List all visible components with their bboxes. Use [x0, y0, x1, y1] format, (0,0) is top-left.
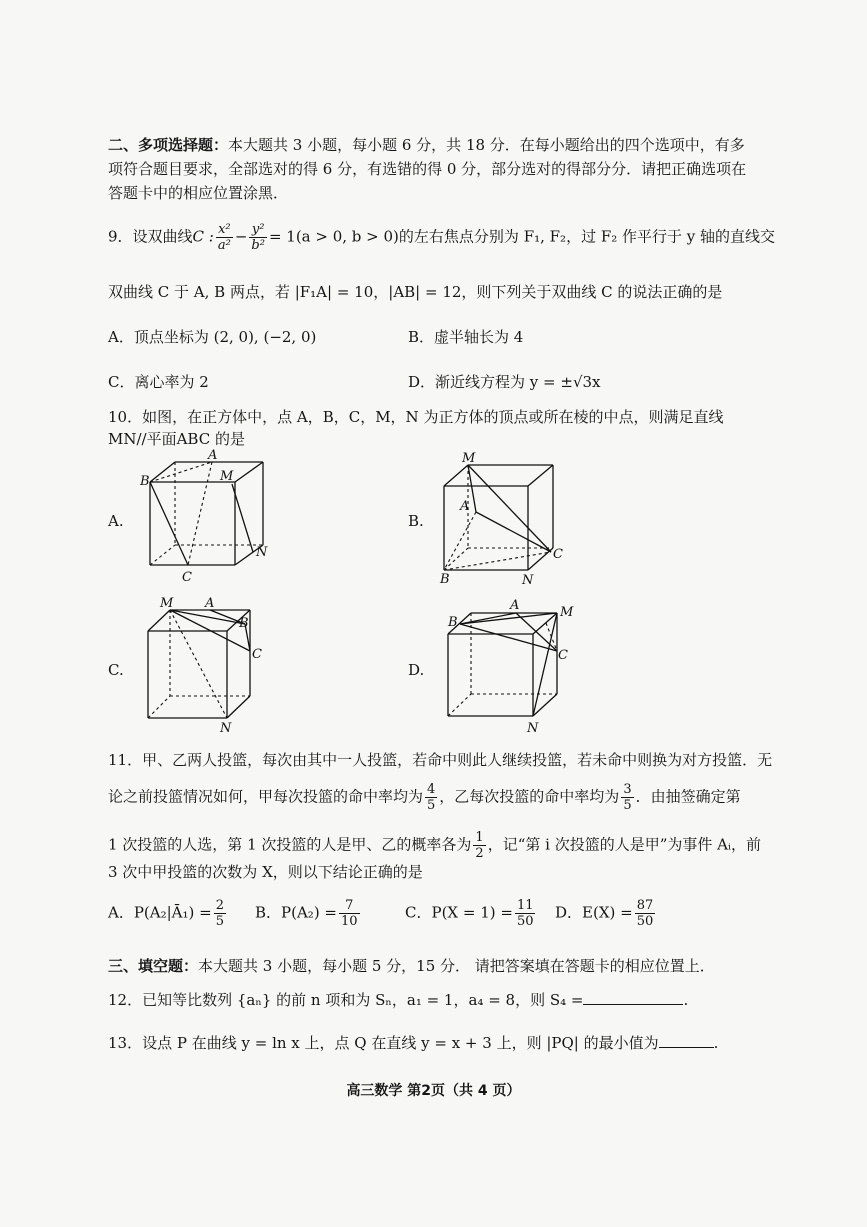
q10-label-c: C. — [108, 661, 124, 679]
q9-option-c: C．离心率为 2 — [108, 373, 209, 391]
q10-label-b: B. — [408, 512, 424, 530]
section2-intro-text: 本大题共 3 小题，每小题 6 分，共 18 分．在每小题给出的四个选项中，有多项符合题目要求，全部选对的得 6 分，有选错的得 0 分，部分选对的得部分分．请把正确选项在答题卡中的相应位置涂黑． — [108, 136, 747, 202]
q11-option-c: C．P(X = 1) = $\frac{11}{50}$ — [405, 898, 534, 929]
section2-heading: 二、多项选择题： — [108, 136, 229, 154]
fig-c-label-n: N — [220, 721, 232, 736]
q11-line3 — [108, 830, 761, 861]
q11-frac-1-2: $\frac{1}{2}$ — [475, 830, 484, 861]
q11-line3b: ，记“第 i 次投篮的人是甲”为事件 Aᵢ，前 — [487, 835, 761, 854]
q9-option-b: B．虚半轴长为 4 — [408, 328, 524, 346]
section3-intro-text: 本大题共 3 小题，每小题 5 分，15 分． 请把答案填在答题卡的相应位置上． — [198, 957, 715, 975]
fig-d-label-b: B — [448, 615, 458, 630]
q11-option-a: A．P(A₂|Ā₁) = $\frac{2}{5}$ — [108, 898, 224, 929]
q10-stem: 10．如图，在正方体中，点 A，B，C，M，N 为正方体的顶点或所在棱的中点，则满足直线 MN//平面ABC 的是 — [108, 408, 724, 448]
q11-option-b: B．P(A₂) = $\frac{7}{10}$ — [255, 898, 358, 929]
q9-frac-y: $\frac{\text{y²}}{\text{b²}}$ — [251, 222, 265, 253]
q12: 12．已知等比数列 {aₙ} 的前 n 项和为 Sₙ，a₁ = 1，a₄ = 8，则 S₄ = . — [108, 991, 689, 1009]
fig-b-label-a: A — [460, 499, 470, 514]
q11-line2 — [108, 782, 741, 813]
fig-d-label-a: A — [510, 598, 520, 613]
q13: 13．设点 P 在曲线 y = ln x 上，点 Q 在直线 y = x + 3 上，则 |PQ| 的最小值为 . — [108, 1034, 719, 1052]
section3-intro — [108, 956, 715, 976]
fig-d-label-m: M — [560, 605, 574, 620]
fig-b-label-m: M — [462, 451, 476, 466]
q10-figure-a — [140, 450, 280, 585]
fig-a-label-b: B — [140, 474, 150, 489]
fig-a-label-a: A — [208, 448, 218, 463]
fig-c-label-b: B — [239, 616, 249, 631]
fig-a-label-n: N — [256, 545, 268, 560]
q9-eq-rhs: = 1(a > 0, b > 0) — [268, 227, 399, 246]
q11-line3a: 1 次投篮的人选，第 1 次投篮的人是甲、乙的概率各为 — [108, 835, 472, 854]
q9-frac-x: $\frac{\text{x²}}{\text{a²}}$ — [217, 222, 231, 253]
q9-stem-a: 9．设双曲线 — [108, 227, 193, 246]
fig-b-label-c: C — [553, 547, 563, 562]
q11-frac-4-5: $\frac{4}{5}$ — [427, 782, 436, 813]
q11-line2b: ，乙每次投篮的命中率均为 — [439, 787, 620, 806]
q10-figure-c — [140, 596, 280, 736]
fig-c-label-a: A — [205, 596, 215, 611]
q9-option-a: A．顶点坐标为 (2, 0), (−2, 0) — [108, 328, 317, 346]
q11-frac-3-5: $\frac{3}{5}$ — [623, 782, 632, 813]
q10-label-d: D. — [408, 661, 425, 679]
fig-b-label-n: N — [522, 573, 534, 588]
q9-stem-line1: 9．设双曲线C : $\frac{\text{x²}}{\text{a²}}$ − $\frac{\text{y²}}{\text{b²}}$ = 1(a > 0, b > 0)的左右焦点分别为 F₁, F₂，过 F₂ 作平行于 y 轴的直线交 — [108, 222, 776, 253]
q9-stem-b: 的左右焦点分别为 F₁, F₂，过 F₂ 作平行于 y 轴的直线交 — [398, 227, 776, 246]
q10-label-a: A. — [108, 512, 124, 530]
page-footer: 高三数学 第2页（共 4 页） — [346, 1083, 521, 1099]
q10-figure-b — [436, 450, 576, 588]
q11-line2a: 论之前投篮情况如何，甲每次投篮的命中率均为 — [108, 787, 424, 806]
q9-eq-lhs: C : — [192, 227, 214, 246]
q9-option-d: D．渐近线方程为 y = ±√3x — [408, 373, 601, 391]
q12-answer-blank[interactable] — [583, 1004, 683, 1005]
q9-stem-line2: 双曲线 C 于 A, B 两点，若 |F₁A| = 10，|AB| = 12，则下列关于双曲线 C 的说法正确的是 — [108, 283, 723, 301]
fig-d-label-n: N — [527, 721, 539, 736]
section2-intro — [108, 133, 748, 205]
fig-c-label-c: C — [252, 647, 262, 662]
section3-heading: 三、填空题： — [108, 957, 199, 975]
q11-line2c: ．由抽签确定第 — [635, 787, 741, 806]
q11-line1: 11．甲、乙两人投篮，每次由其中一人投篮，若命中则此人继续投篮，若未命中则换为对方投篮．无 — [108, 751, 773, 769]
q13-text: 13．设点 P 在曲线 y = ln x 上，点 Q 在直线 y = x + 3 上，则 |PQ| 的最小值为 — [108, 1034, 659, 1052]
q10-figure-d — [436, 596, 586, 736]
fig-b-label-b: B — [440, 572, 450, 587]
q11-option-d: D．E(X) = $\frac{87}{50}$ — [555, 898, 654, 929]
q13-answer-blank[interactable] — [659, 1047, 714, 1048]
fig-c-label-m: M — [160, 596, 174, 611]
q12-text: 12．已知等比数列 {aₙ} 的前 n 项和为 Sₙ，a₁ = 1，a₄ = 8，则 S₄ = — [108, 991, 584, 1009]
fig-a-label-m: M — [220, 469, 234, 484]
fig-d-label-c: C — [558, 648, 568, 663]
q11-line4: 3 次中甲投篮的次数为 X，则以下结论正确的是 — [108, 863, 423, 881]
fig-a-label-c: C — [182, 570, 192, 585]
